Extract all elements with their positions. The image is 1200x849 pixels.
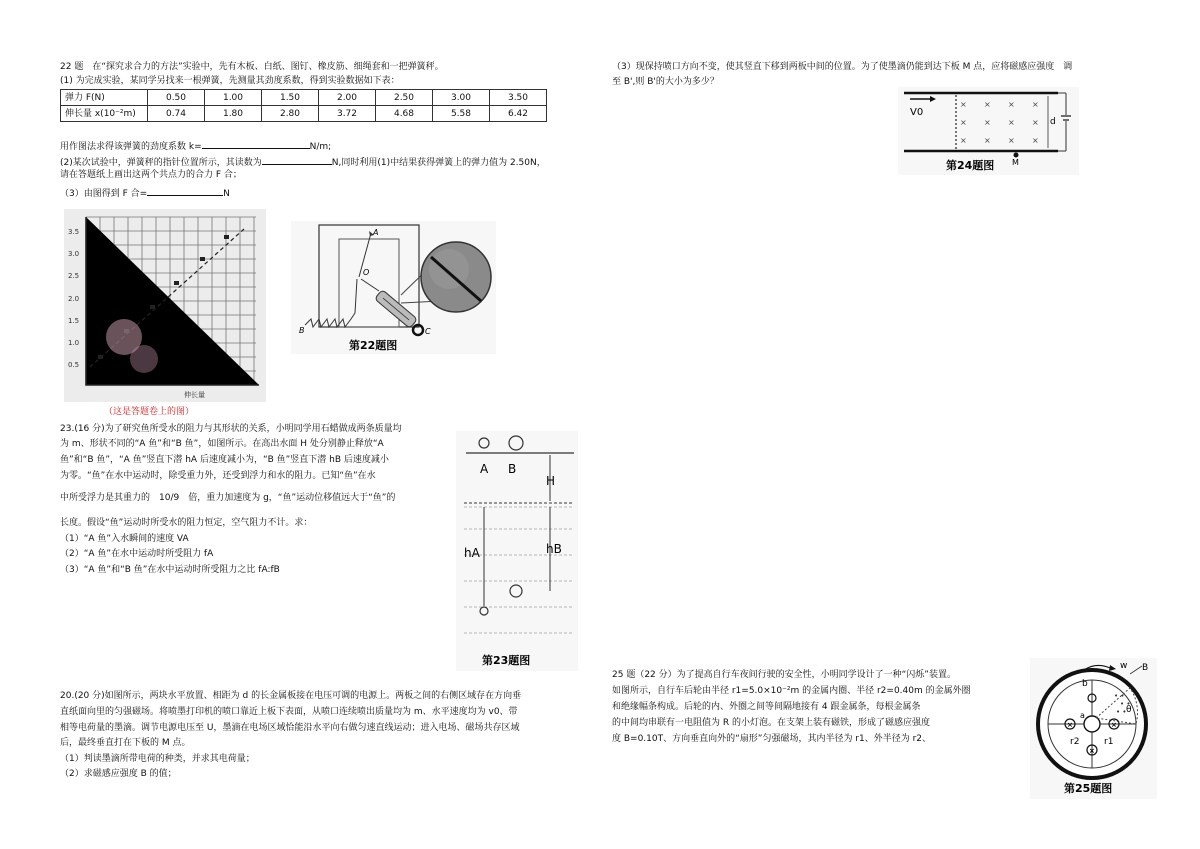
wheel-label-B: B [1142,663,1149,673]
table-cell: 2.50 [376,90,433,106]
q22-k-line [60,138,331,154]
d-label: d [1050,117,1056,127]
svg-text:×: × [960,118,967,127]
table-cell: 1.00 [205,90,262,106]
fish-label-A: A [480,462,489,476]
fig-caption-25: 第25题图 [1064,782,1113,795]
graph-x-label: 伸长量 [184,391,205,399]
table-row [61,106,547,122]
table-cell: 3.72 [319,106,376,122]
fish-label-B: B [508,462,517,476]
q25-line2: 如图所示，自行车后轮由半径 r1=5.0×10⁻²m 的金属内圈、半径 r2=0.40m 的金属外圈 [612,686,971,696]
q24-line2: 至 B',则 B'的大小为多少？ [612,77,719,87]
q20-line2: 直纸面向里的匀强磁场。将喷墨打印机的喷口靠近上板下表面，从喷口连续喷出质量均为 m、水平速度均为 v0、带 [60,707,518,717]
svg-text:×: × [960,100,967,109]
m-point-label: M [1012,158,1019,167]
fig-label-C: C [425,327,431,336]
svg-text:×: × [1008,136,1015,145]
table-cell: 5.58 [433,106,490,122]
wheel-label-r2: r2 [1070,737,1080,747]
svg-text:• •: • • [1114,692,1125,700]
wheel-svg [1030,658,1157,799]
svg-text:×: × [984,136,991,145]
table-cell: 伸长量 x(10⁻²m) [61,106,148,122]
q25-wheel-figure [1030,658,1157,799]
wheel-label-r1: r1 [1104,737,1114,747]
fig-label-O: O [363,268,370,277]
q23-question3: （3）“A 鱼”和“B 鱼”在水中运动时所受阻力之比 fA:fB [60,565,280,575]
q23-question2: （2）“A 鱼”在水中运动时所受阻力 fA [60,549,214,559]
q25-line4: 的中间均串联有一电阻值为 R 的小灯泡。在支架上装有磁铁，形成了磁感应强度 [612,718,930,728]
q20-line3: 相等电荷量的墨滴。调节电源电压至 U，墨滴在电场区域恰能沿水平向右做匀速直线运动；进入电场、磁场共存区域 [60,723,520,733]
wheel-label-theta: θ [1126,705,1132,715]
spring-data-table [60,89,547,122]
depth-label-hB: hB [546,542,562,556]
table-cell: 0.50 [148,90,205,106]
svg-text:×: × [1111,721,1117,729]
fig-label-B: B [299,326,305,335]
svg-text:×: × [984,100,991,109]
q20-line4: 后，最终垂直打在下板的 M 点。 [60,738,191,748]
q23-line4: 为零。“鱼”在水中运动时，除受重力外，还受到浮力和水的阻力。已知“鱼”在水 [60,471,376,481]
q20-line1: 20.(20 分)如图所示，两块水平放置、相距为 d 的长金属板接在电压可调的电源上。两板之间的右侧区域存在方向垂 [60,691,522,701]
v0-label: V0 [910,107,924,118]
q23-line3: 鱼”和“B 鱼”，“A 鱼”竖直下潜 hA 后速度减小为，“B 鱼”竖直下潜 hB 后速度减小 [60,455,389,465]
answer-blank-k[interactable] [202,138,310,149]
q22-apparatus-figure [291,221,496,354]
table-cell: 2.00 [319,90,376,106]
graph-grid-svg [64,209,266,402]
fig-caption-22: 第22题图 [349,339,398,352]
q23-line6: 长度。假设“鱼”运动时所受水的阻力恒定，空气阻力不计。求： [60,518,313,528]
q24-plates-figure [898,87,1079,175]
svg-text:×: × [1032,118,1039,127]
q22-part3-unit: N [223,189,230,199]
wheel-label-b: b [1082,679,1088,689]
svg-text:×: × [1032,100,1039,109]
plates-svg [898,87,1079,175]
graph-y-tick: 0.5 [68,361,80,369]
graph-y-tick: 3.0 [68,250,80,258]
table-cell: 4.68 [376,106,433,122]
svg-text:×: × [984,118,991,127]
height-label-H: H [546,474,556,488]
table-cell: 2.80 [262,106,319,122]
q22-part2-tail: N,同时利用(1)中结果获得弹簧上的弹力值为 2.50N， [331,158,546,168]
q22-part2c: 请在答题纸上画出这两个共点力的合力 F 合； [60,170,242,180]
q22-part1: (1) 为完成实验，某同学另找来一根弹簧，先测量其劲度系数，得到实验数据如下表： [60,76,400,86]
svg-text:×: × [1008,118,1015,127]
table-cell: 1.50 [262,90,319,106]
svg-text:• •: • • [1120,700,1131,708]
q23-line1: 23.(16 分)为了研究鱼所受水的阻力与其形状的关系，小明同学用石蜡做成两条质量均 [60,424,402,434]
q25-line5: 度 B=0.10T、方向垂直向外的“扇形”匀强磁场，其内半径为 r1、外半径为 r2、 [612,734,932,744]
svg-text:• •: • • [1116,708,1127,716]
svg-text:×: × [1089,747,1095,755]
svg-text:×: × [1032,136,1039,145]
graph-y-tick: 2.0 [68,295,80,303]
graph-y-tick: 1.0 [68,339,80,347]
table-row [61,90,547,106]
fig-label-A: A [373,228,379,237]
table-cell: 弹力 F(N) [61,90,148,106]
depth-label-hA: hA [464,546,480,560]
table-cell: 6.42 [490,106,547,122]
table-cell: 3.00 [433,90,490,106]
q22-k-unit: N/m; [309,142,332,152]
graph-y-tick: 3.5 [68,228,80,236]
graph-y-tick: 2.5 [68,272,80,280]
q20-question1: （1）判读墨滴所带电荷的种类，并求其电荷量； [60,754,255,764]
wheel-label-w: w [1120,661,1128,671]
q22-answer-graph [64,209,266,402]
svg-text:×: × [1008,100,1015,109]
table-cell: 0.74 [148,106,205,122]
table-cell: 1.80 [205,106,262,122]
q22-part3-text: （3）由图得到 F 合= [60,189,148,199]
q20-question2: （2）求磁感应强度 B 的值； [60,769,177,779]
q24-line1: （3）现保持喷口方向不变，使其竖直下移到两板中间的位置。为了使墨滴仍能到达下板 M 点，应将磁感应强度 调 [612,62,1073,72]
answer-blank-reading[interactable] [262,154,332,165]
q22-part2-text: (2)某次试验中，弹簧秤的指针位置所示，其读数为 [60,158,262,168]
apparatus-svg [291,221,496,354]
q25-line1: 25 题（22 分）为了提高自行车夜间行驶的安全性，小明同学设计了一种“闪烁”装置。 [612,670,956,680]
wheel-label-a: a [1080,711,1085,720]
graph-y-tick: 1.5 [68,317,80,325]
q23-line5: 中所受浮力是其重力的 10/9 倍，重力加速度为 g，“鱼”运动位移值远大于“鱼”的 [60,493,396,503]
svg-text:×: × [960,136,967,145]
q22-k-text: 用作图法求得该弹簧的劲度系数 k= [60,142,202,152]
q22-part3 [60,185,230,201]
q23-question1: （1）“A 鱼”入水瞬间的速度 VA [60,534,189,544]
table-cell: 3.50 [490,90,547,106]
fish-fall-svg [456,431,578,671]
fig-caption-24: 第24题图 [946,159,995,172]
answer-blank-resultant[interactable] [147,185,223,196]
q25-line3: 和绝缘幅条构成。后轮的内、外圈之间等间隔地接有 4 跟金属条，每根金属条 [612,702,921,712]
q23-fish-figure [456,431,578,671]
q22-graph-note: （这是答题卷上的图） [104,407,195,417]
q23-line2: 为 m、形状不同的“A 鱼”和“B 鱼”，如图所示。在高出水面 H 处分别静止释放“A [60,439,384,449]
q22-intro: 22 题 在“探究求合力的方法”实验中，先有木板、白纸、图钉、橡皮筋、细绳套和一把弹簧秤。 [60,62,444,72]
svg-text:×: × [1067,721,1073,729]
fig-caption-23: 第23题图 [482,654,531,667]
